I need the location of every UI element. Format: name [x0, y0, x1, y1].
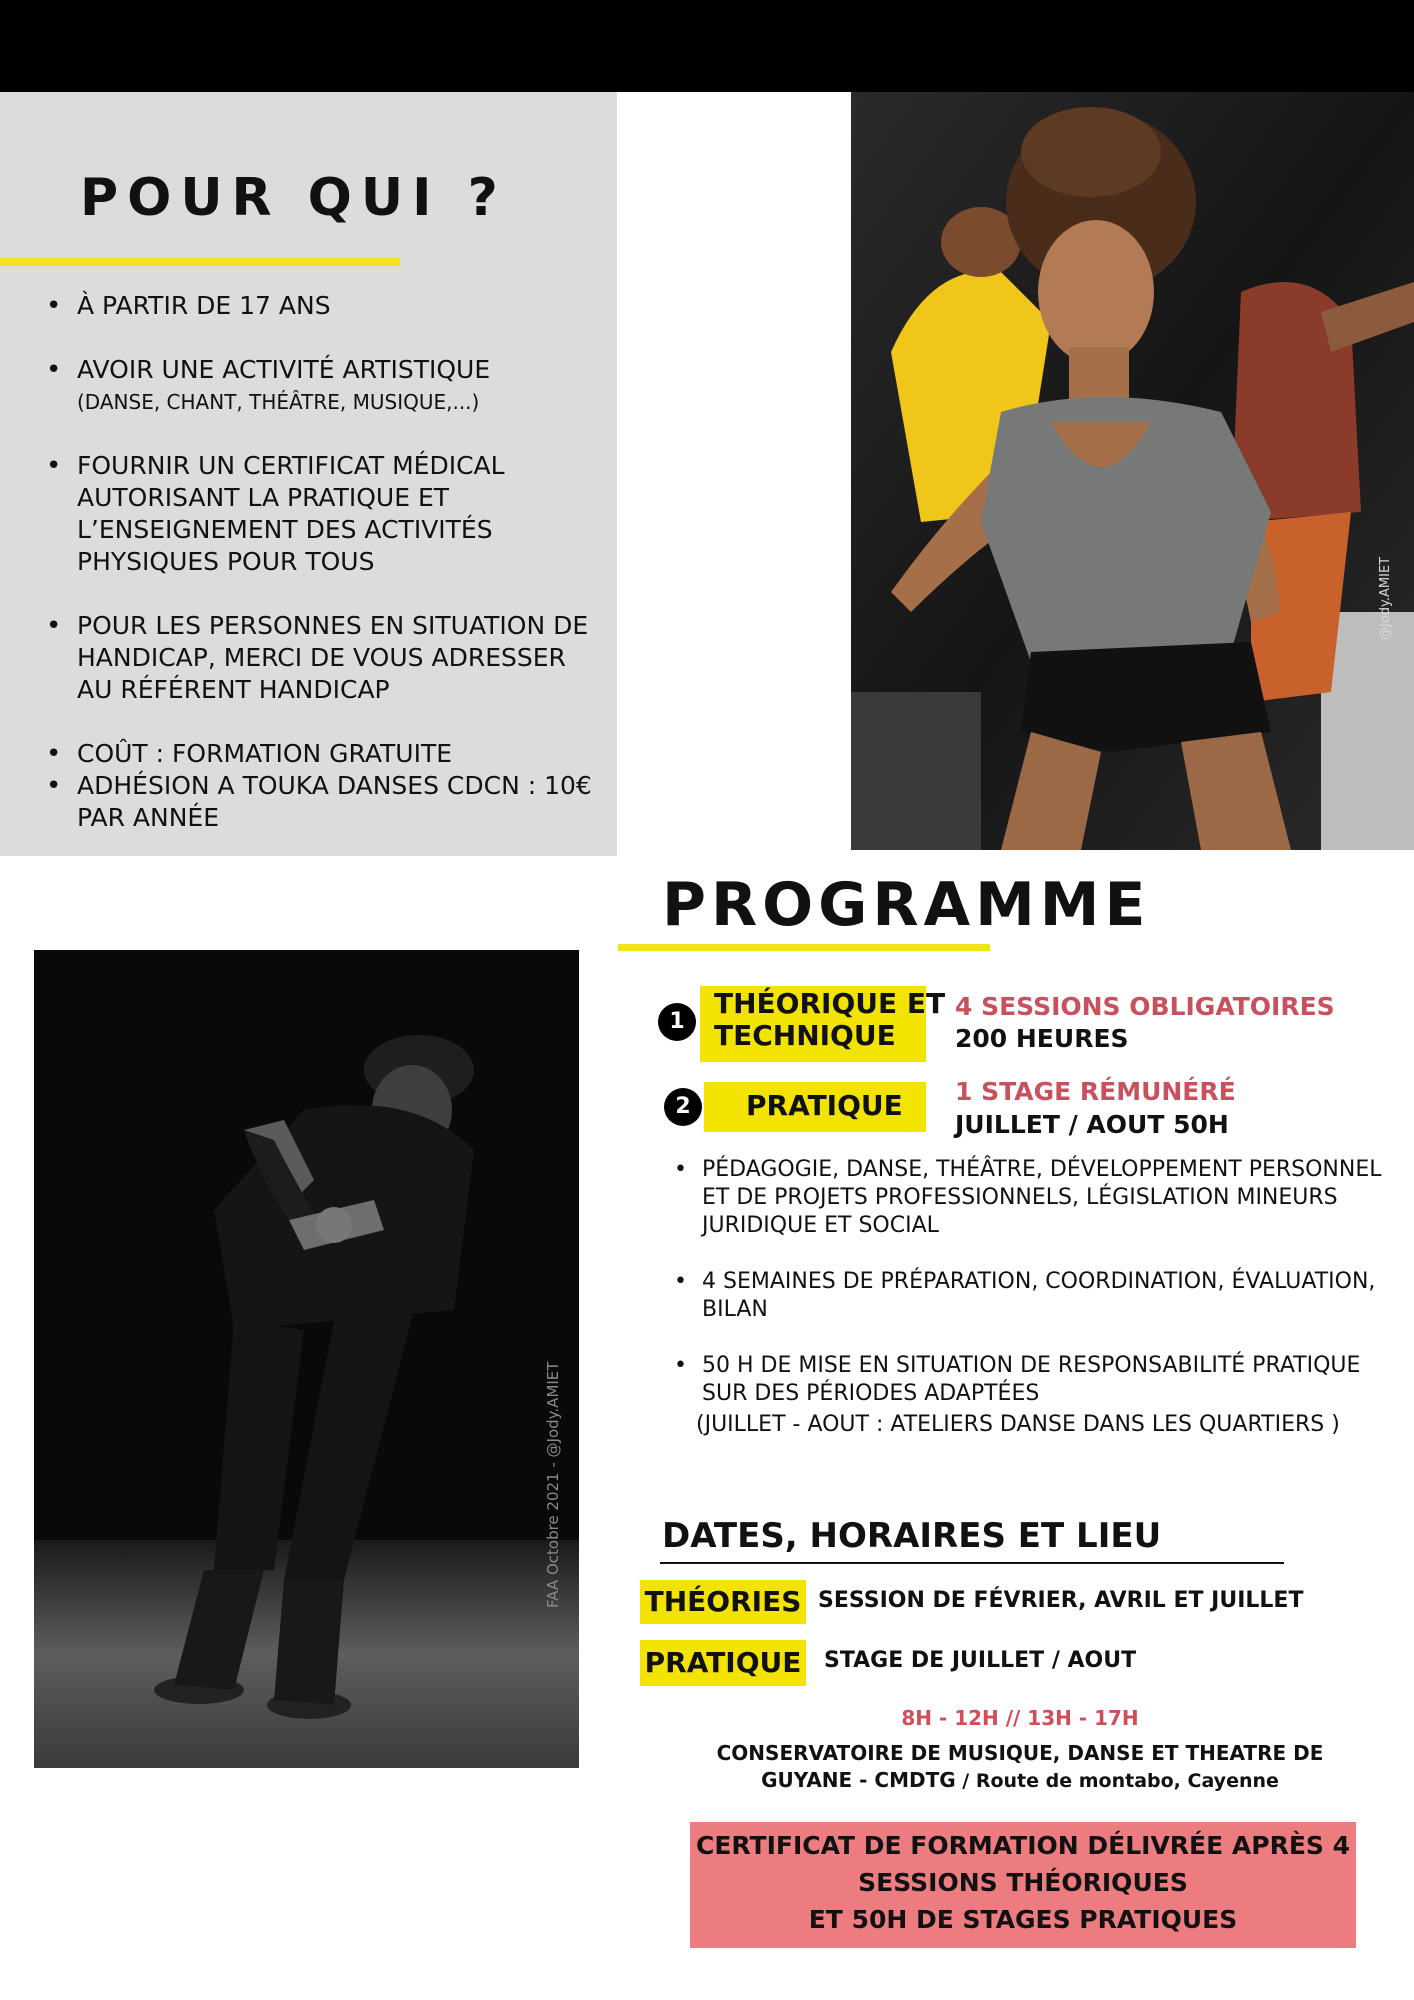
dates-value-pratique: STAGE DE JUILLET / AOUT	[824, 1648, 1137, 1673]
list-item	[42, 450, 602, 578]
module-detail: 200 HEURES	[955, 1024, 1129, 1053]
list-item-text: 4 SEMAINES DE PRÉPARATION, COORDINATION, ÉVALUATION, BILAN	[702, 1269, 1376, 1322]
list-item	[42, 354, 602, 418]
dates-label-pratique: PRATIQUE	[640, 1640, 806, 1686]
dancer-photo-bw	[34, 950, 579, 1768]
list-item	[42, 290, 602, 322]
module-label-line: TECHNIQUE	[714, 1019, 896, 1052]
list-item-text: COÛT : FORMATION GRATUITE	[77, 739, 453, 768]
top-bar	[0, 0, 1414, 92]
venue-city: / Route de montabo, Cayenne	[955, 1770, 1279, 1792]
list-item	[670, 1156, 1390, 1240]
dates-label-theories: THÉORIES	[640, 1580, 806, 1624]
dancer-photo-color	[851, 92, 1414, 850]
venue-text	[640, 1740, 1400, 1795]
photo-credit-1: @Jody.AMIET	[1378, 556, 1393, 640]
list-item-text: FOURNIR UN CERTIFICAT MÉDICAL AUTORISANT LA PRATIQUE ET L’ENSEIGNEMENT DES ACTIVITÉS PHYSIQUES POUR TOUS	[77, 451, 505, 576]
list-item	[42, 770, 602, 834]
certificate-line: ET 50H DE STAGES PRATIQUES	[808, 1905, 1238, 1934]
dancer-illustration	[851, 92, 1414, 850]
list-item-text: PÉDAGOGIE, DANSE, THÉÂTRE, DÉVELOPPEMENT PERSONNEL ET DE PROJETS PROFESSIONNELS, LÉGISLATION MINEURS JURIDIQUE ET SOCIAL	[702, 1157, 1382, 1238]
venue-line: GUYANE - CMDTG	[761, 1768, 956, 1792]
module-number-badge: 1	[658, 1003, 696, 1041]
list-item-text: POUR LES PERSONNES EN SITUATION DE HANDICAP, MERCI DE VOUS ADRESSER AU RÉFÉRENT HANDICAP	[77, 611, 589, 704]
list-item-text: À PARTIR DE 17 ANS	[77, 291, 331, 320]
dates-value-theories: SESSION DE FÉVRIER, AVRIL ET JUILLET	[818, 1588, 1304, 1613]
module-label: PRATIQUE	[746, 1089, 903, 1122]
programme-note: (JUILLET - AOUT : ATELIERS DANSE DANS LES QUARTIERS )	[696, 1412, 1340, 1437]
programme-list	[670, 1156, 1390, 1408]
hours-text: 8H - 12H // 13H - 17H	[901, 1706, 1139, 1730]
programme-title: PROGRAMME	[662, 870, 1151, 940]
module-label	[714, 988, 945, 1052]
dancer-bw-illustration	[34, 950, 579, 1768]
programme-underline	[618, 944, 990, 951]
list-item	[42, 610, 602, 706]
module-detail: JUILLET / AOUT 50H	[955, 1110, 1229, 1139]
module-detail-highlight: 1 STAGE RÉMUNÉRÉ	[955, 1077, 1236, 1106]
list-item-subtext: (DANSE, CHANT, THÉÂTRE, MUSIQUE,...)	[77, 390, 480, 414]
pour-qui-title: POUR QUI ?	[80, 168, 507, 228]
certificate-line: CERTIFICAT DE FORMATION DÉLIVRÉE APRÈS 4	[695, 1831, 1351, 1860]
module-detail-highlight: 4 SESSIONS OBLIGATOIRES	[955, 992, 1335, 1021]
list-item	[42, 738, 602, 770]
module-number-badge: 2	[664, 1088, 702, 1126]
list-item	[670, 1352, 1390, 1408]
pour-qui-underline	[0, 258, 400, 266]
certificate-banner	[690, 1822, 1356, 1948]
list-item	[670, 1268, 1390, 1324]
pour-qui-list	[42, 290, 602, 834]
certificate-line: SESSIONS THÉORIQUES	[858, 1868, 1188, 1897]
module-label-line: THÉORIQUE ET	[714, 987, 946, 1020]
list-item-text: ADHÉSION A TOUKA DANSES CDCN : 10€ PAR ANNÉE	[77, 771, 592, 832]
dates-title: DATES, HORAIRES ET LIEU	[662, 1516, 1162, 1556]
list-item-text: AVOIR UNE ACTIVITÉ ARTISTIQUE	[77, 355, 491, 384]
list-item-text: 50 H DE MISE EN SITUATION DE RESPONSABILITÉ PRATIQUE SUR DES PÉRIODES ADAPTÉES	[702, 1353, 1361, 1406]
photo-credit-2: FAA Octobre 2021 - @Jody.AMIET	[544, 1361, 562, 1608]
venue-line: CONSERVATOIRE DE MUSIQUE, DANSE ET THEATRE DE	[716, 1741, 1324, 1765]
dates-divider	[660, 1562, 1284, 1564]
